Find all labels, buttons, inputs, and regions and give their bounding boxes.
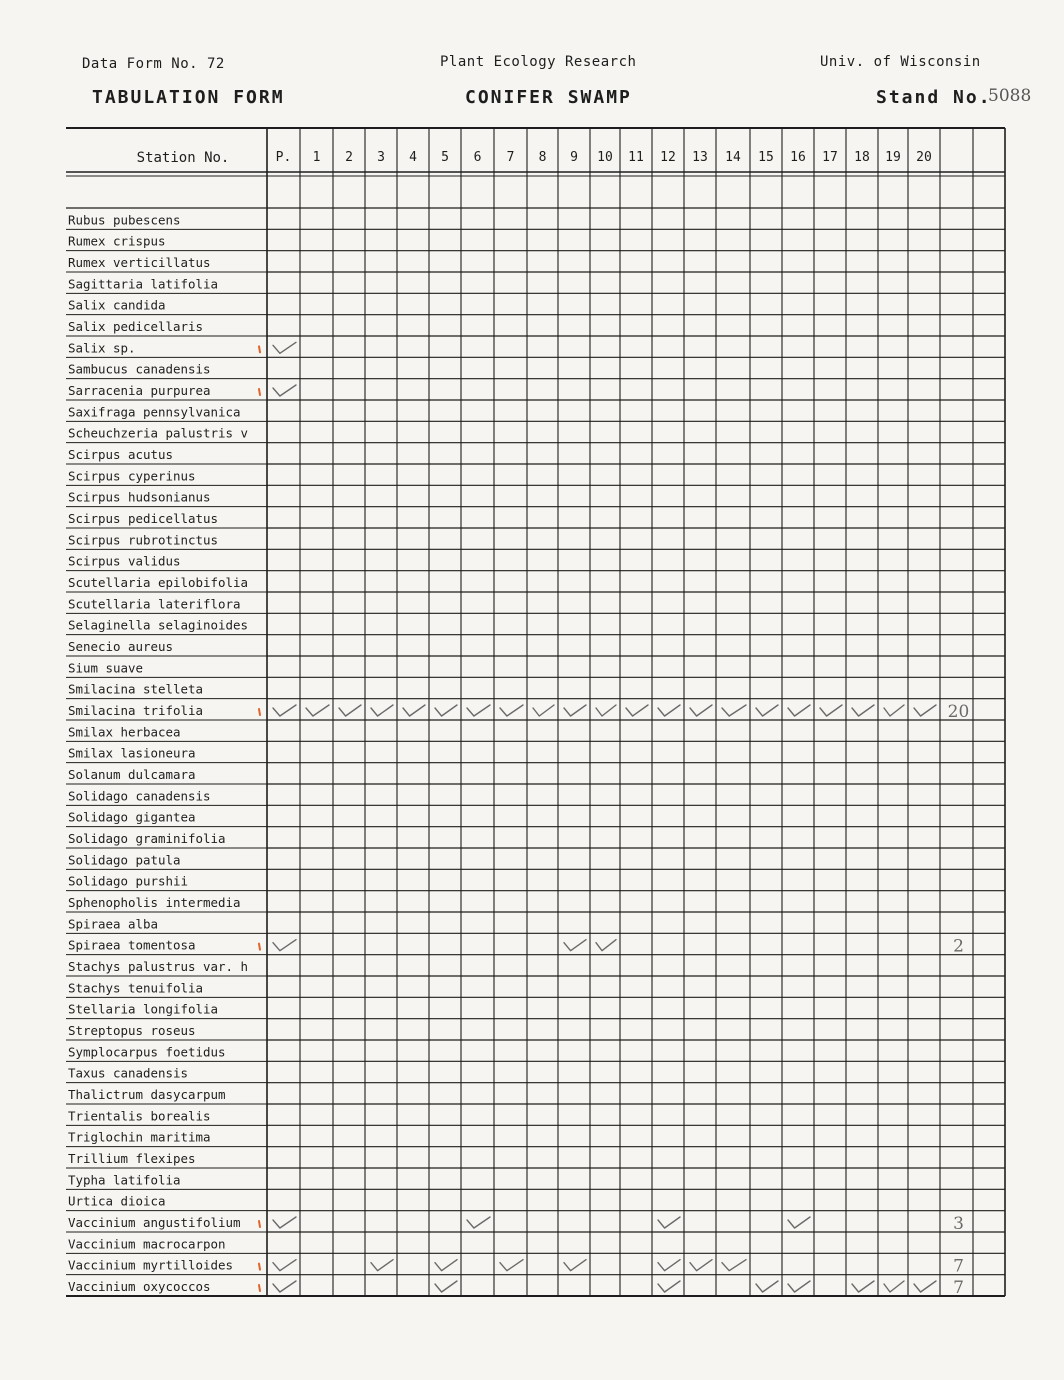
station-header: 6 — [473, 150, 482, 165]
station-header: 17 — [822, 150, 838, 165]
check-mark-icon — [658, 705, 680, 716]
species-name: Trillium flexipes — [68, 1151, 196, 1166]
check-mark-icon — [658, 1281, 680, 1292]
check-mark-icon — [788, 705, 810, 716]
stand-label: Stand No. — [876, 87, 992, 108]
species-name: Streptopus roseus — [68, 1023, 196, 1038]
species-name: Scirpus hudsonianus — [68, 489, 211, 505]
check-mark-icon — [435, 705, 457, 716]
station-header: 9 — [570, 150, 578, 165]
species-name: Sambucus canadensis — [68, 361, 211, 377]
check-mark-icon — [273, 385, 296, 396]
check-mark-icon — [852, 705, 874, 716]
check-mark-icon — [435, 1260, 457, 1271]
species-name: Triglochin maritima — [68, 1129, 211, 1145]
check-mark-icon — [371, 1260, 393, 1271]
species-name: Rumex verticillatus — [68, 255, 211, 270]
species-name: Scirpus cyperinus — [68, 468, 196, 484]
stand-value: 5088 — [988, 86, 1032, 106]
check-mark-icon — [884, 705, 904, 716]
species-name: Scirpus validus — [68, 553, 181, 569]
species-name: Selaginella selaginoides — [68, 617, 248, 633]
species-name: Scheuchzeria palustris v — [68, 425, 248, 441]
check-mark-icon — [788, 1217, 810, 1228]
form-title: TABULATION FORM — [92, 87, 285, 108]
species-total: 7 — [953, 1256, 964, 1277]
station-header: 15 — [758, 150, 774, 165]
check-mark-icon — [339, 705, 361, 716]
orange-tick-icon — [259, 346, 260, 352]
species-name: Sarracenia purpurea — [68, 383, 211, 398]
check-mark-icon — [435, 1281, 457, 1292]
species-name: Solidago graminifolia — [68, 831, 226, 846]
species-name: Scirpus acutus — [68, 447, 173, 462]
check-mark-icon — [596, 705, 616, 716]
station-header: 8 — [538, 150, 547, 165]
orange-tick-icon — [259, 1264, 260, 1270]
check-mark-icon — [467, 1217, 490, 1228]
check-mark-icon — [500, 705, 523, 716]
species-name: Rubus pubescens — [68, 212, 181, 228]
station-header: 4 — [409, 150, 417, 165]
species-name: Scirpus rubrotinctus — [68, 532, 218, 548]
station-header: 11 — [628, 150, 644, 165]
station-header: 12 — [660, 150, 676, 165]
station-header: 5 — [441, 150, 449, 165]
check-mark-icon — [500, 1260, 523, 1271]
species-name: Solidago gigantea — [68, 809, 196, 825]
check-mark-icon — [914, 1281, 936, 1292]
organization-name: Plant Ecology Research — [440, 54, 637, 70]
station-header: 19 — [885, 150, 901, 165]
check-mark-icon — [756, 1281, 778, 1292]
check-mark-icon — [914, 705, 936, 716]
station-header: 2 — [345, 150, 353, 165]
check-mark-icon — [658, 1260, 680, 1271]
check-mark-icon — [273, 1281, 296, 1292]
species-name: Stellaria longifolia — [68, 1001, 218, 1017]
check-mark-icon — [658, 1217, 680, 1228]
university-name: Univ. of Wisconsin — [820, 54, 981, 70]
station-header: 10 — [597, 150, 613, 165]
check-mark-icon — [626, 705, 648, 716]
species-total: 3 — [953, 1214, 964, 1234]
check-mark-icon — [403, 705, 425, 716]
check-mark-icon — [884, 1281, 904, 1292]
species-name: Spiraea alba — [68, 916, 158, 932]
station-no-label: Station No. — [136, 150, 230, 166]
check-mark-icon — [564, 705, 586, 716]
species-name: Smilax herbacea — [68, 724, 181, 740]
station-header: 7 — [506, 150, 515, 165]
species-name: Solidago patula — [68, 852, 181, 868]
check-mark-icon — [273, 342, 296, 353]
check-mark-icon — [273, 1217, 296, 1228]
orange-tick-icon — [259, 1285, 260, 1291]
orange-tick-icon — [259, 389, 260, 395]
species-name: Typha latifolia — [68, 1172, 181, 1188]
community-title: CONIFER SWAMP — [465, 87, 632, 108]
species-name: Thalictrum dasycarpum — [68, 1087, 226, 1102]
species-name: Solidago canadensis — [68, 788, 211, 804]
check-mark-icon — [596, 940, 616, 951]
check-mark-icon — [756, 705, 778, 716]
species-name: Symplocarpus foetidus — [68, 1044, 226, 1060]
station-header: 16 — [790, 150, 806, 165]
species-name: Stachys palustrus var. h — [68, 959, 248, 974]
orange-tick-icon — [259, 944, 260, 950]
species-name: Vaccinium macrocarpon — [68, 1236, 226, 1252]
species-name: Stachys tenuifolia — [68, 980, 203, 996]
species-total: 2 — [953, 936, 964, 957]
check-mark-icon — [788, 1281, 810, 1292]
species-name: Vaccinium myrtilloides — [68, 1257, 233, 1273]
check-mark-icon — [722, 705, 746, 716]
species-name: Spiraea tomentosa — [68, 937, 196, 953]
check-mark-icon — [852, 1281, 874, 1292]
species-name: Sphenopholis intermedia — [68, 895, 241, 910]
check-mark-icon — [371, 705, 393, 716]
species-name: Scutellaria lateriflora — [68, 596, 241, 612]
species-name: Sagittaria latifolia — [68, 276, 218, 292]
species-name: Rumex crispus — [68, 233, 166, 249]
check-mark-icon — [467, 705, 490, 716]
check-mark-icon — [722, 1260, 746, 1271]
species-name: Urtica dioica — [68, 1193, 166, 1209]
check-mark-icon — [273, 705, 296, 716]
check-mark-icon — [690, 705, 712, 716]
species-name: Solanum dulcamara — [68, 767, 196, 782]
orange-tick-icon — [259, 709, 260, 715]
check-mark-icon — [306, 705, 329, 716]
check-mark-icon — [564, 940, 586, 951]
species-name: Salix pedicellaris — [68, 319, 203, 334]
species-name: Senecio aureus — [68, 639, 173, 654]
station-header: P. — [275, 150, 292, 165]
check-mark-icon — [820, 705, 842, 716]
check-mark-icon — [533, 705, 554, 716]
species-name: Smilacina stelleta — [68, 681, 203, 697]
species-name: Smilax lasioneura — [68, 745, 196, 761]
species-name: Vaccinium angustifolium — [68, 1215, 241, 1230]
orange-tick-icon — [259, 1221, 260, 1227]
species-name: Scutellaria epilobifolia — [68, 575, 248, 590]
species-total: 7 — [953, 1278, 964, 1298]
species-name: Smilacina trifolia — [68, 703, 203, 718]
station-header: 1 — [312, 150, 321, 165]
species-name: Scirpus pedicellatus — [68, 511, 218, 526]
check-mark-icon — [690, 1260, 712, 1271]
station-header: 13 — [692, 150, 708, 165]
species-name: Solidago purshii — [68, 873, 188, 889]
station-header: 20 — [916, 150, 932, 165]
species-name: Saxifraga pennsylvanica — [68, 404, 241, 420]
species-name: Salix sp. — [68, 340, 136, 356]
species-name: Trientalis borealis — [68, 1108, 211, 1124]
form-number: Data Form No. 72 — [82, 56, 225, 72]
species-name: Sium suave — [68, 660, 143, 676]
check-mark-icon — [273, 940, 296, 951]
station-header: 14 — [725, 150, 741, 165]
station-header: 3 — [377, 150, 385, 165]
species-name: Vaccinium oxycoccos — [68, 1279, 211, 1294]
check-mark-icon — [273, 1260, 296, 1271]
station-header: 18 — [854, 150, 870, 165]
species-name: Salix candida — [68, 297, 166, 313]
species-total: 20 — [947, 702, 970, 722]
species-name: Taxus canadensis — [68, 1065, 188, 1081]
check-mark-icon — [564, 1260, 586, 1271]
